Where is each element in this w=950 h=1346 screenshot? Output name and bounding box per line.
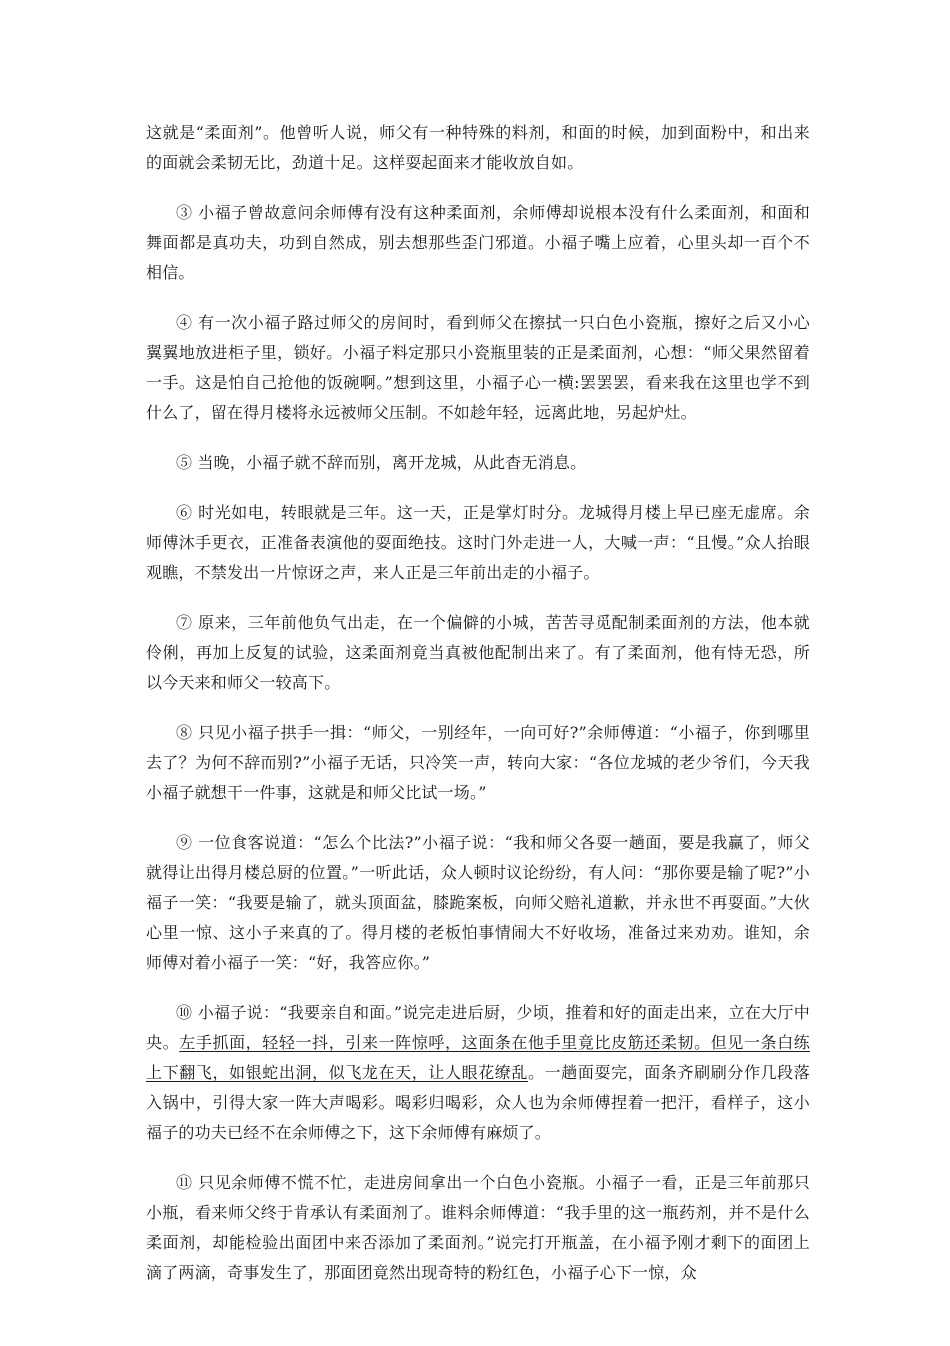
paragraph-continued: 这就是“柔面剂”。他曾听人说，师父有一种特殊的料剂，和面的时候，加到面粉中，和出来的面就会柔韧无比，劲道十足。这样耍起面来才能收放自如。 <box>146 123 810 172</box>
paragraph-6: ⑥ 时光如电，转眼就是三年。这一天，正是掌灯时分。龙城得月楼上早已座无虚席。余师傅沐手更衣，正准备表演他的耍面绝技。这时门外走进一人，大喊一声：“且慢。”众人抬眼观瞧，不禁发出一片惊讶之声，来人正是三年前出走的小福子。 <box>146 503 810 582</box>
underlined-passage: 左手抓面，轻轻一抖，引来一阵惊呼，这面条在他手里竟比皮筋还柔韧。但见一条白练上下翻飞，如银蛇出洞，似飞龙在天，让人眼花缭乱 <box>146 1033 811 1082</box>
paragraph-3: ③ 小福子曾故意问余师傅有没有这种柔面剂，余师傅却说根本没有什么柔面剂，和面和舞面都是真功夫，功到自然成，别去想那些歪门邪道。小福子嘴上应着，心里头却一百个不相信。 <box>146 203 810 282</box>
paragraph-10-lead: ⑩ 小福子说：“我要亲自和面。”说完走进后厨，少顷，推着和好的面走出来，立在大厅中央。 <box>146 1003 810 1052</box>
story-body <box>146 118 810 1308</box>
paragraph-7: ⑦ 原来，三年前他负气出走，在一个偏僻的小城，苦苦寻觅配制柔面剂的方法，他本就伶俐，再加上反复的试验，这柔面剂竟当真被他配制出来了。有了柔面剂，他有恃无恐，所以今天来和师父一较高下。 <box>146 613 810 692</box>
paragraph-10 <box>146 998 810 1148</box>
paragraph-9: ⑨ 一位食客说道：“怎么个比法?”小福子说：“我和师父各耍一趟面，要是我赢了，师父就得让出得月楼总厨的位置。”一听此话，众人顿时议论纷纷，有人问：“那你要是输了呢?”小福子一笑：“我要是输了，就头顶面盆，膝跪案板，向师父赔礼道歉，并永世不再耍面。”大伙心里一惊、这小子来真的了。得月楼的老板怕事情闹大不好收场，准备过来劝劝。谁知，余师傅对着小福子一笑：“好，我答应你。” <box>146 833 810 972</box>
paragraph-10-tail: 。一趟面耍完，面条齐刷刷分作几段落入锅中，引得大家一阵大声喝彩。喝彩归喝彩，众人也为余师傅捏着一把汗，看样子，这小福子的功夫已经不在余师傅之下，这下余师傅有麻烦了。 <box>146 1063 810 1142</box>
paragraph-11: ⑪ 只见余师傅不慌不忙，走进房间拿出一个白色小瓷瓶。小福子一看，正是三年前那只小瓶，看来师父终于肯承认有柔面剂了。谁料余师傅道：“我手里的这一瓶药剂，并不是什么柔面剂，却能检验出面团中来否添加了柔面剂。”说完打开瓶盖，在小福予刚才剩下的面团上滴了两滴，奇事发生了，那面团竟然出现奇特的粉红色，小福子心下一惊，众 <box>146 1173 810 1282</box>
paragraph-5: ⑤ 当晚，小福子就不辞而别，离开龙城，从此杳无消息。 <box>176 453 587 472</box>
paragraph-8: ⑧ 只见小福子拱手一揖：“师父，一别经年，一向可好?”余师傅道：“小福子，你到哪里去了？为何不辞而别?”小福子无话，只冷笑一声，转向大家：“各位龙城的老少爷们，今天我小福子就想干一件事，这就是和师父比试一场。” <box>146 723 810 802</box>
paragraph-4: ④ 有一次小福子路过师父的房间时，看到师父在擦拭一只白色小瓷瓶，擦好之后又小心翼翼地放进柜子里，锁好。小福子料定那只小瓷瓶里装的正是柔面剂，心想：“师父果然留着一手。这是怕自己抢他的饭碗啊。”想到这里，小福子心一横:罢罢罢，看来我在这里也学不到什么了，留在得月楼将永远被师父压制。不如趁年轻，远离此地，另起炉灶。 <box>146 313 810 422</box>
